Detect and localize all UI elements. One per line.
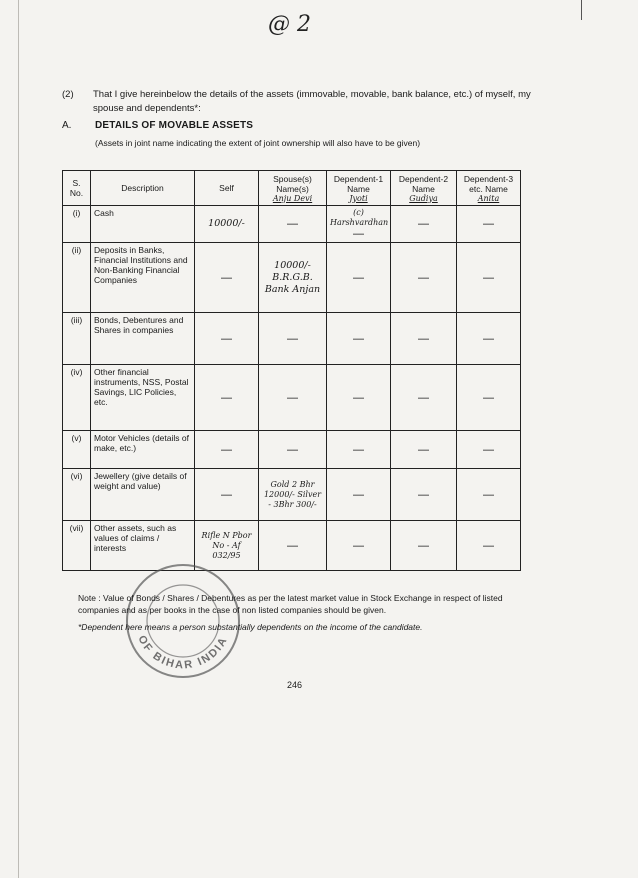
row-self: — <box>195 365 259 431</box>
note-valuation: Note : Value of Bonds / Shares / Debentures as per the latest market value in Stock Exchange in respect of listed companies and as per books in the case of non listed companies should be given. <box>78 593 503 615</box>
row-dep3: — <box>457 243 521 313</box>
movable-assets-table <box>62 170 521 571</box>
section-letter: A. <box>62 120 72 131</box>
row-spouse: — <box>259 431 327 469</box>
table-row <box>63 243 521 313</box>
row-dep1-value: — <box>353 228 364 240</box>
header-sn: S. No. <box>63 171 91 206</box>
paragraph-number: (2) <box>62 89 74 100</box>
row-dep2: — <box>391 431 457 469</box>
table-row <box>63 469 521 521</box>
header-dep2-label: Dependent-2 Name <box>398 173 449 194</box>
header-dep1-label: Dependent-1 Name <box>333 173 384 194</box>
row-dep2: — <box>391 313 457 365</box>
seal-text: OF BIHAR INDIA <box>135 633 231 672</box>
row-spouse: — <box>259 521 327 571</box>
row-dep3: — <box>457 313 521 365</box>
row-dep3: — <box>457 431 521 469</box>
page-fold-line <box>18 0 19 878</box>
row-extra-note: (c) Harshvardhan <box>330 208 389 227</box>
row-dep3: — <box>457 206 521 243</box>
row-spouse: — <box>259 313 327 365</box>
row-dep1: — <box>327 431 391 469</box>
row-description: Jewellery (give details of weight and value) <box>91 469 195 521</box>
header-dep3-label: Dependent-3 etc. Name <box>463 173 514 194</box>
header-dependent-2 <box>391 171 457 206</box>
section-subtitle: (Assets in joint name indicating the extent of joint ownership will also have to be given) <box>95 138 421 148</box>
table-header-row <box>63 171 521 206</box>
row-dep2: — <box>391 469 457 521</box>
row-dep3: — <box>457 521 521 571</box>
row-dep1: — <box>327 521 391 571</box>
header-self: Self <box>195 171 259 206</box>
row-self: — <box>195 469 259 521</box>
row-description: Other assets, such as values of claims / interests <box>91 521 195 571</box>
table-row <box>63 365 521 431</box>
row-dep3: — <box>457 365 521 431</box>
row-sn: (ii) <box>63 243 91 313</box>
row-dep1: — <box>327 469 391 521</box>
row-description: Other financial instruments, NSS, Postal Savings, LIC Policies, etc. <box>91 365 195 431</box>
row-sn: (vii) <box>63 521 91 571</box>
header-dependent-1 <box>327 171 391 206</box>
row-description: Deposits in Banks, Financial Institutions and Non-Banking Financial Companies <box>91 243 195 313</box>
row-sn: (iv) <box>63 365 91 431</box>
table-row <box>63 313 521 365</box>
row-spouse: 10000/- B.R.G.B. Bank Anjan <box>259 243 327 313</box>
row-dep3: — <box>457 469 521 521</box>
header-spouse <box>259 171 327 206</box>
row-spouse: — <box>259 365 327 431</box>
header-description: Description <box>91 171 195 206</box>
row-dep1 <box>327 206 391 243</box>
table-row <box>63 206 521 243</box>
header-spouse-label: Spouse(s) Name(s) <box>273 173 312 194</box>
row-dep1: — <box>327 313 391 365</box>
dependent-3-name: Anita <box>477 193 500 203</box>
row-description: Cash <box>91 206 195 243</box>
header-dependent-3 <box>457 171 521 206</box>
row-spouse: Gold 2 Bhr 12000/- Silver - 3Bhr 300/- <box>259 469 327 521</box>
handwritten-page-mark: @ 2 <box>268 12 311 37</box>
row-sn: (iii) <box>63 313 91 365</box>
dependent-2-name: Gudiya <box>409 193 438 203</box>
row-self: — <box>195 313 259 365</box>
row-description: Bonds, Debentures and Shares in companies <box>91 313 195 365</box>
row-dep2: — <box>391 206 457 243</box>
official-seal-stamp <box>122 560 244 682</box>
row-self: Rifle N Pbor No - Af 032/95 <box>195 521 259 571</box>
paragraph-text: That I give hereinbelow the details of the assets (immovable, movable, bank balance, etc.) of myself, my spouse and dependents*: <box>93 89 531 114</box>
dependent-1-name: Jyoti <box>349 193 368 203</box>
row-dep2: — <box>391 243 457 313</box>
table-row <box>63 431 521 469</box>
spouse-name: Anju Devi <box>272 193 313 203</box>
row-dep1: — <box>327 243 391 313</box>
row-self: — <box>195 431 259 469</box>
row-sn: (i) <box>63 206 91 243</box>
row-sn: (v) <box>63 431 91 469</box>
row-spouse: — <box>259 206 327 243</box>
row-self: 10000/- <box>195 206 259 243</box>
section-title: DETAILS OF MOVABLE ASSETS <box>95 120 254 131</box>
row-sn: (vi) <box>63 469 91 521</box>
page-edge-mark <box>581 0 582 20</box>
note-dependent-definition: *Dependent here means a person substantially dependents on the income of the candidate. <box>78 622 423 632</box>
row-dep2: — <box>391 365 457 431</box>
row-description: Motor Vehicles (details of make, etc.) <box>91 431 195 469</box>
row-dep2: — <box>391 521 457 571</box>
row-dep1: — <box>327 365 391 431</box>
row-self: — <box>195 243 259 313</box>
page-number: 246 <box>287 680 303 690</box>
